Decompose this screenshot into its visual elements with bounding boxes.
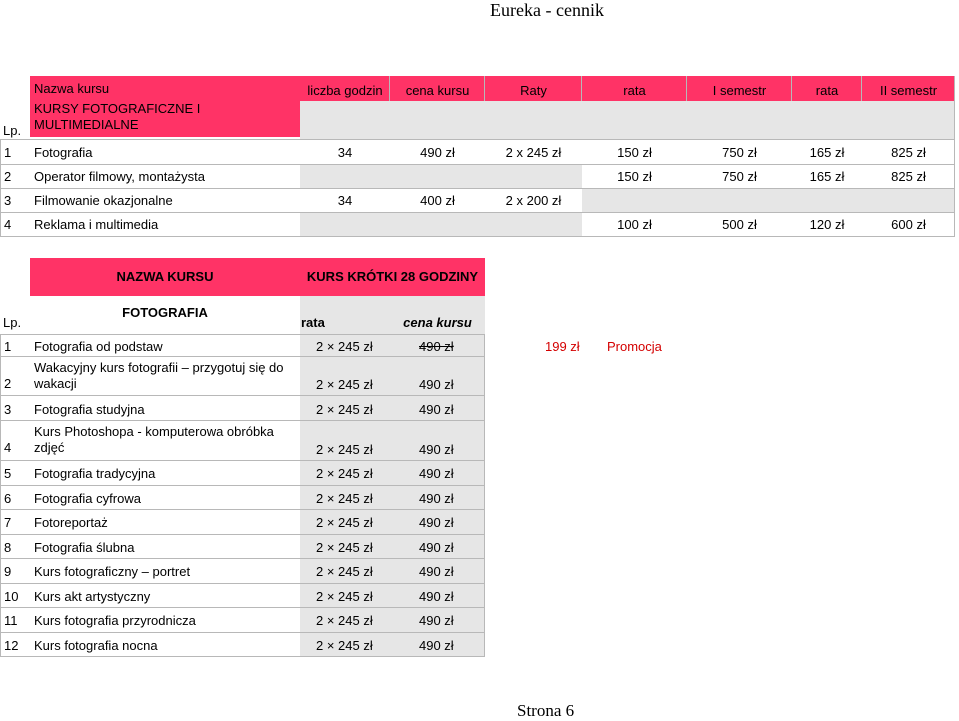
row-lp: 5 [4,465,12,481]
promo-price: 199 zł [545,338,580,354]
row-rate-2: 165 zł [809,168,845,184]
row-lp: 12 [4,637,19,653]
row-lp: 2 [4,375,12,391]
row-rate: 2 × 245 zł [316,588,373,604]
row-name: Reklama i multimedia [34,216,159,232]
row-hours: 34 [337,144,353,160]
row-installments: 2 x 245 zł [505,144,562,160]
row-price: 490 zł [419,465,454,481]
row-name: Kurs fotografia przyrodnicza [34,612,196,628]
row-lp: 7 [4,514,12,530]
row-rate: 2 × 245 zł [316,563,373,579]
row-installments: 2 x 200 zł [505,192,562,208]
row-price: 490 zł [419,588,454,604]
row-name: Kurs akt artystyczny [34,588,151,604]
duration-header: KURS KRÓTKI 28 GODZINY [306,268,479,284]
row-hours: 34 [337,192,353,208]
row-price: 490 zł [419,637,454,653]
col-semester-1: I semestr [712,82,767,98]
row-name: Fotografia cyfrowa [34,490,141,506]
row-semester-1: 750 zł [722,168,757,184]
col-rate: rata [301,314,325,330]
row-semester-2: 600 zł [891,216,926,232]
row-rate: 2 × 245 zł [316,465,373,481]
row-lp: 1 [4,338,12,354]
page-title: Eureka - cennik [490,0,604,20]
course-name-header-2: NAZWA KURSU [116,268,214,284]
section-title-2: FOTOGRAFIA [122,304,208,320]
lp-label-2: Lp. [3,314,22,330]
row-lp: 8 [4,539,12,555]
row-rate: 2 × 245 zł [316,376,373,392]
col-rate-1: rata [623,82,646,98]
col-rate-2: rata [815,82,839,98]
row-lp: 6 [4,490,12,506]
row-lp: 2 [4,168,12,184]
row-lp: 10 [4,588,19,604]
col-semester-2: II semestr [879,82,938,98]
col-course-price: cena kursu [403,314,472,330]
col-hours: liczba godzin [307,82,383,98]
row-rate-1: 150 zł [617,168,652,184]
row-price: 490 zł [419,563,454,579]
row-lp: 1 [4,144,12,160]
row-name: Fotografia [34,144,93,160]
row-semester-1: 750 zł [722,144,757,160]
row-rate: 2 × 245 zł [316,612,373,628]
row-name: Operator filmowy, montażysta [34,168,205,184]
row-semester-2: 825 zł [891,168,926,184]
row-lp: 4 [4,216,12,232]
row-semester-1: 500 zł [722,216,757,232]
row-rate: 2 × 245 zł [316,539,373,555]
row-lp: 9 [4,563,12,579]
section-title: KURSY FOTOGRAFICZNE I MULTIMEDIALNE [34,101,201,132]
promo-badge: Promocja [607,338,662,354]
row-lp: 11 [4,612,18,628]
course-name-header: Nazwa kursu [34,80,110,96]
row-name: Kurs Photoshopa - komputerowa obróbka zdjęć [34,424,274,455]
col-price: cena kursu [405,82,470,98]
row-rate: 2 × 245 zł [316,441,373,457]
row-price: 490 zł [419,376,454,392]
row-name: Fotoreportaż [34,514,108,530]
row-rate: 2 × 245 zł [316,514,373,530]
row-price-old: 490 zł [419,338,454,354]
row-rate: 2 × 245 zł [316,338,373,354]
row-lp: 3 [4,192,12,208]
row-rate-1: 150 zł [617,144,652,160]
row-price: 490 zł [419,401,454,417]
row-price: 490 zł [419,490,454,506]
lp-label: Lp. [3,122,22,138]
row-lp: 3 [4,401,12,417]
row-price: 400 zł [420,192,455,208]
row-name: Fotografia studyjna [34,401,145,417]
row-semester-2: 825 zł [891,144,926,160]
row-name: Fotografia od podstaw [34,338,163,354]
row-name: Fotografia tradycyjna [34,465,156,481]
row-rate: 2 × 245 zł [316,401,373,417]
row-name: Kurs fotograficzny – portret [34,563,191,579]
page-number: Strona 6 [517,701,575,720]
row-rate-2: 120 zł [809,216,845,232]
row-price: 490 zł [419,441,454,457]
row-name: Wakacyjny kurs fotografii – przygotuj się do wakacji [34,360,284,391]
row-price: 490 zł [420,144,455,160]
row-name: Kurs fotografia nocna [34,637,158,653]
row-name: Fotografia ślubna [34,539,135,555]
row-price: 490 zł [419,612,454,628]
row-price: 490 zł [419,539,454,555]
row-lp: 4 [4,439,12,455]
row-price: 490 zł [419,514,454,530]
row-rate-1: 100 zł [617,216,652,232]
row-rate: 2 × 245 zł [316,637,373,653]
col-installments: Raty [520,82,547,98]
row-rate: 2 × 245 zł [316,490,373,506]
row-rate-2: 165 zł [809,144,845,160]
row-name: Filmowanie okazjonalne [34,192,173,208]
